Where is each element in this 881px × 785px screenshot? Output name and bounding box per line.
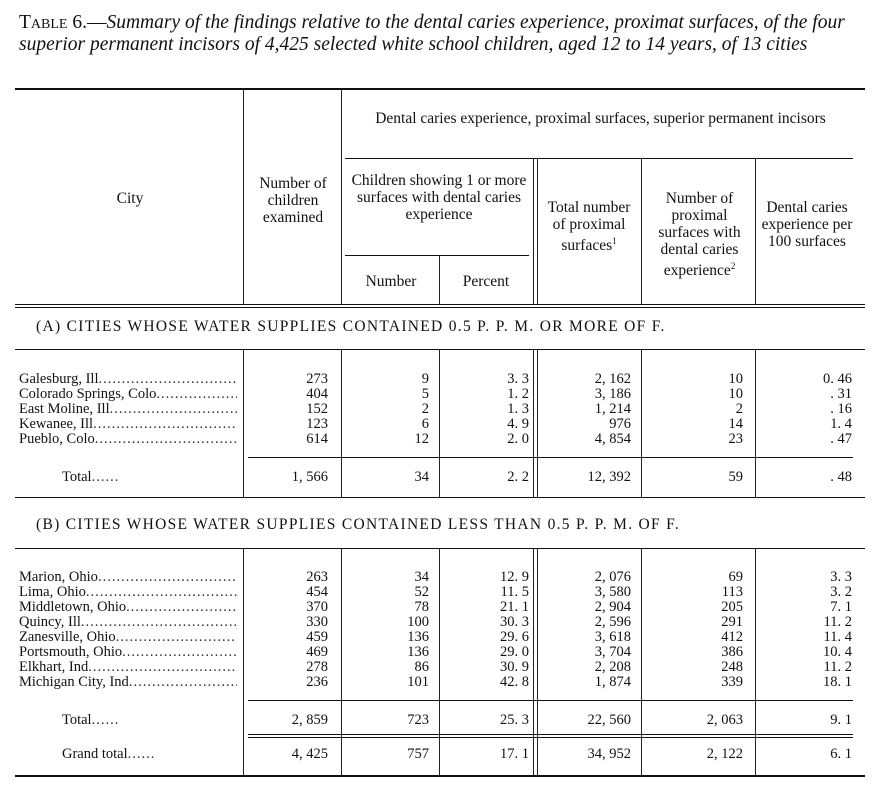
cell-examined: 2, 859 bbox=[291, 712, 328, 728]
city-name: Zanesville, Ohio ..... bbox=[19, 630, 237, 644]
section-a-rule bbox=[15, 349, 865, 350]
cell-examined: 273 bbox=[306, 371, 328, 387]
cell-per100: . 31 bbox=[830, 386, 852, 402]
city-name: Pueblo, Colo ..... bbox=[19, 432, 237, 446]
cell-number: 5 bbox=[421, 386, 429, 402]
cell-total-surfaces: 22, 560 bbox=[587, 712, 631, 728]
cell-surfaces-with: 339 bbox=[721, 674, 743, 690]
grand-total-label: Grand total ...... bbox=[62, 747, 280, 761]
table-row bbox=[0, 630, 881, 644]
cell-total-surfaces: 2, 162 bbox=[594, 371, 631, 387]
section-b-top-rule bbox=[15, 497, 865, 498]
cell-total-surfaces: 3, 618 bbox=[594, 629, 631, 645]
cell-per100: 0. 46 bbox=[823, 371, 852, 387]
table-row bbox=[0, 570, 881, 584]
table-row bbox=[0, 402, 881, 416]
cell-percent: 21. 1 bbox=[500, 599, 529, 615]
cell-total-surfaces: 3, 580 bbox=[594, 584, 631, 600]
cell-percent: 30. 3 bbox=[500, 614, 529, 630]
bottom-rule bbox=[15, 775, 865, 777]
section-b-title: (B) CITIES WHOSE WATER SUPPLIES CONTAINED LESS THAN 0.5 P. P. M. OF F. bbox=[36, 516, 680, 533]
footnote-1-marker: 1 bbox=[612, 236, 617, 246]
header-surfaces-with bbox=[646, 190, 753, 279]
cell-number: 6 bbox=[421, 416, 429, 432]
cell-surfaces-with: 2, 122 bbox=[706, 746, 743, 762]
col-line-showing-a bbox=[533, 159, 534, 304]
cell-examined: 469 bbox=[306, 644, 328, 660]
city-name: Middletown, Ohio ..... bbox=[19, 600, 237, 614]
cell-number: 100 bbox=[407, 614, 429, 630]
cell-examined: 278 bbox=[306, 659, 328, 675]
section-a-title: (A) CITIES WHOSE WATER SUPPLIES CONTAINED 0.5 P. P. M. OR MORE OF F. bbox=[36, 318, 666, 335]
cell-total-surfaces: 2, 904 bbox=[594, 599, 631, 615]
city-name: Lima, Ohio ..... bbox=[19, 585, 237, 599]
cell-examined: 4, 425 bbox=[291, 746, 328, 762]
cell-examined: 330 bbox=[306, 614, 328, 630]
col-line-percent bbox=[439, 256, 440, 304]
cell-number: 101 bbox=[407, 674, 429, 690]
table-row bbox=[0, 387, 881, 401]
grand-total-rule-1 bbox=[248, 734, 853, 735]
total-a-rule bbox=[248, 457, 853, 458]
header-number: Number bbox=[365, 273, 417, 290]
table-number: Table 6.— bbox=[19, 12, 107, 33]
cell-number: 9 bbox=[421, 371, 429, 387]
header-percent: Percent bbox=[462, 273, 510, 290]
cell-examined: 1, 566 bbox=[291, 469, 328, 485]
cell-examined: 614 bbox=[306, 431, 328, 447]
cell-number: 86 bbox=[414, 659, 429, 675]
city-name: Marion, Ohio ..... bbox=[19, 570, 237, 584]
col-line-total bbox=[641, 159, 642, 304]
cell-surfaces-with: 113 bbox=[721, 584, 743, 600]
table-row bbox=[0, 660, 881, 674]
cell-number: 136 bbox=[407, 629, 429, 645]
cell-percent: 30. 9 bbox=[500, 659, 529, 675]
cell-total-surfaces: 1, 874 bbox=[594, 674, 631, 690]
cell-per100: 3. 3 bbox=[830, 569, 852, 585]
col-line-examined bbox=[341, 90, 342, 304]
cell-per100: 6. 1 bbox=[830, 746, 852, 762]
cell-total-surfaces: 4, 854 bbox=[594, 431, 631, 447]
table-row bbox=[0, 645, 881, 659]
cell-examined: 404 bbox=[306, 386, 328, 402]
cell-surfaces-with: 386 bbox=[721, 644, 743, 660]
cell-percent: 1. 3 bbox=[507, 401, 529, 417]
header-examined: Number of children examined bbox=[259, 175, 327, 226]
cell-number: 2 bbox=[421, 401, 429, 417]
cell-surfaces-with: 10 bbox=[728, 371, 743, 387]
total-b-rule bbox=[248, 700, 853, 701]
table-row bbox=[0, 585, 881, 599]
table-row bbox=[0, 675, 881, 689]
cell-percent: 3. 3 bbox=[507, 371, 529, 387]
cell-surfaces-with: 2 bbox=[735, 401, 743, 417]
col-line-city bbox=[243, 90, 244, 304]
cell-examined: 123 bbox=[306, 416, 328, 432]
city-name: Colorado Springs, Colo ..... bbox=[19, 387, 237, 401]
cell-percent: 17. 1 bbox=[500, 746, 529, 762]
cell-surfaces-with: 59 bbox=[728, 469, 743, 485]
header-bottom-rule-2 bbox=[15, 307, 865, 308]
col-line-with bbox=[755, 159, 756, 304]
cell-per100: 9. 1 bbox=[830, 712, 852, 728]
cell-surfaces-with: 248 bbox=[721, 659, 743, 675]
showing-rule bbox=[345, 255, 529, 256]
city-name: Portsmouth, Ohio ..... bbox=[19, 645, 237, 659]
cell-percent: 2. 2 bbox=[507, 469, 529, 485]
city-name: Elkhart, Ind ..... bbox=[19, 660, 237, 674]
table-row bbox=[0, 372, 881, 386]
cell-per100: . 16 bbox=[830, 401, 852, 417]
cell-per100: 3. 2 bbox=[830, 584, 852, 600]
cell-number: 136 bbox=[407, 644, 429, 660]
header-per100: Dental caries experience per 100 surfaces bbox=[761, 199, 853, 250]
cell-per100: . 47 bbox=[830, 431, 852, 447]
city-name: Michigan City, Ind ..... bbox=[19, 675, 237, 689]
cell-percent: 12. 9 bbox=[500, 569, 529, 585]
cell-per100: 18. 1 bbox=[823, 674, 852, 690]
header-total-surfaces bbox=[540, 199, 638, 254]
cell-total-surfaces: 12, 392 bbox=[587, 469, 631, 485]
header-group: Dental caries experience, proximal surfaces, superior permanent incisors bbox=[375, 110, 826, 127]
cell-per100: 11. 4 bbox=[823, 629, 852, 645]
cell-total-surfaces: 2, 208 bbox=[594, 659, 631, 675]
total-label: Total ...... bbox=[62, 713, 280, 727]
cell-surfaces-with: 412 bbox=[721, 629, 743, 645]
cell-surfaces-with: 205 bbox=[721, 599, 743, 615]
table-row bbox=[0, 615, 881, 629]
cell-percent: 4. 9 bbox=[507, 416, 529, 432]
table-caption bbox=[19, 12, 864, 56]
total-label: Total ...... bbox=[62, 470, 280, 484]
cell-percent: 25. 3 bbox=[500, 712, 529, 728]
cell-per100: 11. 2 bbox=[823, 659, 852, 675]
cell-number: 52 bbox=[414, 584, 429, 600]
table-row bbox=[0, 432, 881, 446]
cell-total-surfaces: 976 bbox=[609, 416, 631, 432]
cell-total-surfaces: 2, 076 bbox=[594, 569, 631, 585]
cell-percent: 1. 2 bbox=[507, 386, 529, 402]
cell-total-surfaces: 34, 952 bbox=[587, 746, 631, 762]
header-city: City bbox=[116, 190, 144, 207]
table-row bbox=[0, 600, 881, 614]
cell-examined: 370 bbox=[306, 599, 328, 615]
total-row bbox=[0, 470, 881, 484]
cell-per100: 11. 2 bbox=[823, 614, 852, 630]
cell-number: 723 bbox=[407, 712, 429, 728]
cell-per100: 10. 4 bbox=[823, 644, 852, 660]
city-name: Quincy, Ill ..... bbox=[19, 615, 237, 629]
cell-examined: 454 bbox=[306, 584, 328, 600]
cell-per100: . 48 bbox=[830, 469, 852, 485]
footnote-2-marker: 2 bbox=[730, 261, 736, 271]
cell-surfaces-with: 10 bbox=[728, 386, 743, 402]
table-row bbox=[0, 417, 881, 431]
cell-total-surfaces: 3, 186 bbox=[594, 386, 631, 402]
cell-number: 78 bbox=[414, 599, 429, 615]
header-showing: Children showing 1 or more surfaces with dental caries experience bbox=[351, 172, 527, 223]
header-surfaces-with-label: Number of proximal surfaces with dental caries experience bbox=[658, 190, 741, 280]
cell-examined: 459 bbox=[306, 629, 328, 645]
cell-surfaces-with: 69 bbox=[728, 569, 743, 585]
cell-surfaces-with: 23 bbox=[728, 431, 743, 447]
cell-examined: 236 bbox=[306, 674, 328, 690]
section-b-rule bbox=[15, 548, 865, 549]
cell-percent: 11. 5 bbox=[500, 584, 529, 600]
cell-per100: 7. 1 bbox=[830, 599, 852, 615]
cell-percent: 29. 6 bbox=[500, 629, 529, 645]
cell-number: 12 bbox=[414, 431, 429, 447]
table-title: Summary of the findings relative to the dental caries experience, proximat surfaces, of the four superior permanent incisors of 4,425 selected white school children, aged 12 to 14 years, of 13 cities bbox=[19, 12, 845, 55]
cell-per100: 1. 4 bbox=[830, 416, 852, 432]
city-name: Kewanee, Ill ..... bbox=[19, 417, 237, 431]
top-rule bbox=[15, 88, 865, 90]
cell-surfaces-with: 2, 063 bbox=[706, 712, 743, 728]
header-bottom-rule-1 bbox=[15, 304, 865, 305]
cell-percent: 42. 8 bbox=[500, 674, 529, 690]
cell-percent: 2. 0 bbox=[507, 431, 529, 447]
cell-total-surfaces: 2, 596 bbox=[594, 614, 631, 630]
cell-total-surfaces: 3, 704 bbox=[594, 644, 631, 660]
cell-percent: 29. 0 bbox=[500, 644, 529, 660]
grand-total-rule-2 bbox=[248, 737, 853, 738]
cell-number: 757 bbox=[407, 746, 429, 762]
group-rule bbox=[345, 158, 853, 159]
cell-surfaces-with: 14 bbox=[728, 416, 743, 432]
cell-surfaces-with: 291 bbox=[721, 614, 743, 630]
cell-number: 34 bbox=[414, 469, 429, 485]
cell-examined: 152 bbox=[306, 401, 328, 417]
city-name: East Moline, Ill ..... bbox=[19, 402, 237, 416]
grand-total-row bbox=[0, 747, 881, 761]
city-name: Galesburg, Ill ..... bbox=[19, 372, 237, 386]
cell-number: 34 bbox=[414, 569, 429, 585]
total-row bbox=[0, 713, 881, 727]
cell-total-surfaces: 1, 214 bbox=[594, 401, 631, 417]
cell-examined: 263 bbox=[306, 569, 328, 585]
col-line-showing-b bbox=[537, 159, 538, 304]
header-total-surfaces-label: Total number of proximal surfaces bbox=[547, 199, 631, 255]
